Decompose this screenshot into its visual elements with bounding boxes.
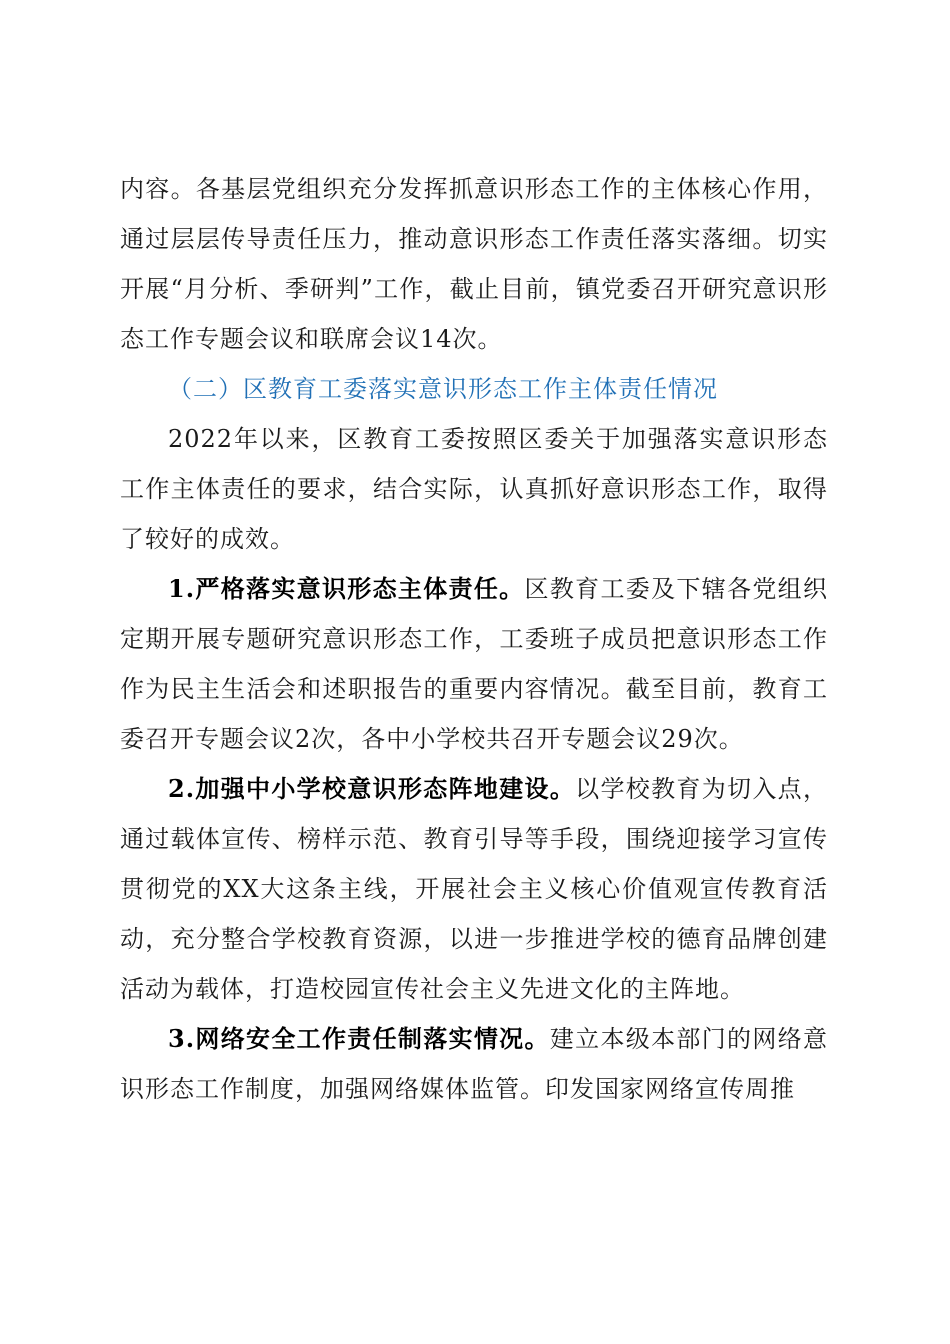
paragraph-intro: 2022年以来，区教育工委按照区委关于加强落实意识形态工作主体责任的要求，结合实际，认真抓好意识形态工作，取得了较好的成效。 [120,425,828,553]
list-item-3 [120,1014,828,1114]
list-item-1-lead: 1.严格落实意识形态主体责任。 [168,574,525,603]
list-item-2-text: 以学校教育为切入点，通过载体宣传、榜样示范、教育引导等手段，围绕迎接学习宣传贯彻党的XX大这条主线，开展社会主义核心价值观宣传教育活动，充分整合学校教育资源，以进一步推进学校的德育品牌创建活动为载体，打造校园宣传社会主义先进文化的主阵地。 [120,775,828,1003]
list-item-1 [120,564,828,764]
section-heading: （二）区教育工委落实意识形态工作主体责任情况 [168,375,718,403]
list-item-2 [120,764,828,1014]
list-item-3-lead: 3.网络安全工作责任制落实情况。 [168,1024,550,1053]
document-body [120,164,828,1114]
list-item-3-text: 建立本级本部门的网络意识形态工作制度，加强网络媒体监管。印发国家网络宣传周推 [120,1025,829,1103]
list-item-2-lead: 2.加强中小学校意识形态阵地建设。 [168,774,576,803]
list-item-1-text: 区教育工委及下辖各党组织定期开展专题研究意识形态工作，工委班子成员把意识形态工作作为民主生活会和述职报告的重要内容情况。截至目前，教育工委召开专题会议2次，各中小学校共召开专题会议29次。 [120,575,828,753]
paragraph-continuation: 内容。各基层党组织充分发挥抓意识形态工作的主体核心作用，通过层层传导责任压力，推动意识形态工作责任落实落细。切实开展“月分析、季研判”工作，截止目前，镇党委召开研究意识形态工作专题会议和联席会议14次。 [120,175,828,353]
